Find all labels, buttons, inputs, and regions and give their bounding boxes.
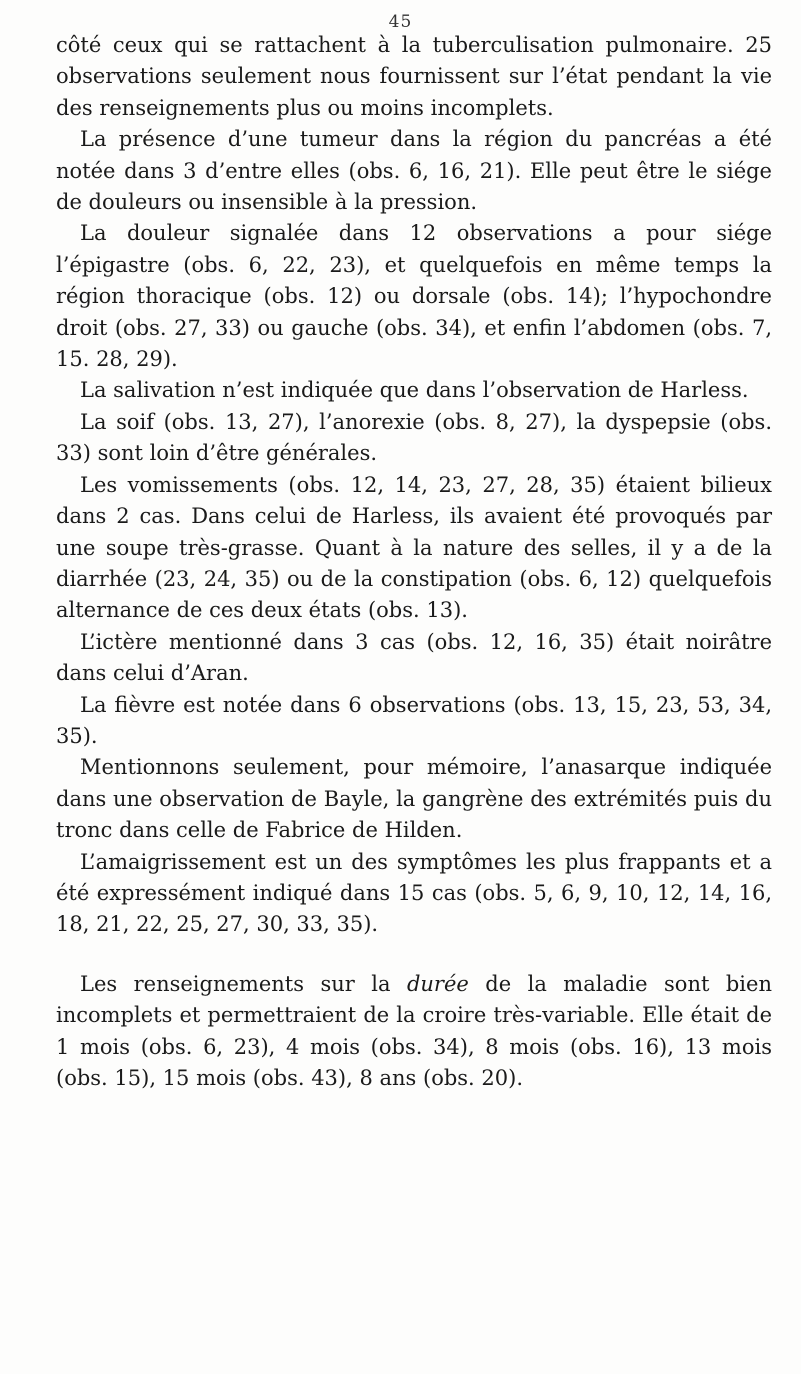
duree-text-after: de la maladie sont bien incomplets et permettraient de la croire très-variable. Elle était de 1 mois (obs. 6, 23), 4 mois (obs. 34), 8 mois (obs. 16), 13 mois (obs. 15), 15 mois (obs. 43), 8 ans (obs. 20). xyxy=(56,971,772,1090)
paragraph-anasarque: Mentionnons seulement, pour mémoire, l’anasarque indiquée dans une observation de Bayle, la gangrène des extrémités puis du tronc dans celle de Fabrice de Hilden. xyxy=(56,755,772,843)
paragraph-douleur: La douleur signalée dans 12 observations a pour siége l’épigastre (obs. 6, 22, 23), et quelquefois en même temps la région thoracique (obs. 12) ou dorsale (obs. 14); l’hypochondre droit (obs. 27, 33) ou gauche (obs. 34), et enfin l’abdomen (obs. 7, 15. 28, 29). xyxy=(56,221,772,372)
paragraph-ictere: L’ictère mentionné dans 3 cas (obs. 12, 16, 35) était noirâtre dans celui d’Aran. xyxy=(56,629,772,686)
paragraph-soif: La soif (obs. 13, 27), l’anorexie (obs. 8, 27), la dyspepsie (obs. 33) sont loin d’être générales. xyxy=(56,409,772,466)
duree-text-before: Les renseignements sur la xyxy=(80,971,407,996)
body-text xyxy=(56,30,772,1094)
paragraph-tumeur: La présence d’une tumeur dans la région du pancréas a été notée dans 3 d’entre elles (obs. 6, 16, 21). Elle peut être le siége de douleurs ou insensible à la pression. xyxy=(56,127,772,215)
paragraph-salivation: La salivation n’est indiquée que dans l’observation de Harless. xyxy=(80,378,749,403)
paragraph-duree xyxy=(56,969,772,1095)
paragraph-amaigrissement: L’amaigrissement est un des symptômes les plus frappants et a été expressément indiqué dans 15 cas (obs. 5, 6, 9, 10, 12, 14, 16, 18, 21, 22, 25, 27, 30, 33, 35). xyxy=(56,849,772,937)
paragraph-vomissements: Les vomissements (obs. 12, 14, 23, 27, 28, 35) étaient bilieux dans 2 cas. Dans celui de Harless, ils avaient été provoqués par une soupe très-grasse. Quant à la nature des selles, il y a de la diarrhée (23, 24, 35) ou de la constipation (obs. 6, 12) quelquefois alternance de ces deux états (obs. 13). xyxy=(56,472,772,623)
paragraph-continuation: côté ceux qui se rattachent à la tuberculisation pulmonaire. 25 observations seulement nous fournissent sur l’état pendant la vie des renseignements plus ou moins incomplets. xyxy=(56,33,772,120)
page-number: 45 xyxy=(388,12,413,32)
duree-emphasis: durée xyxy=(406,971,469,996)
paragraph-fievre: La fièvre est notée dans 6 observations (obs. 13, 15, 23, 53, 34, 35). xyxy=(56,692,772,748)
